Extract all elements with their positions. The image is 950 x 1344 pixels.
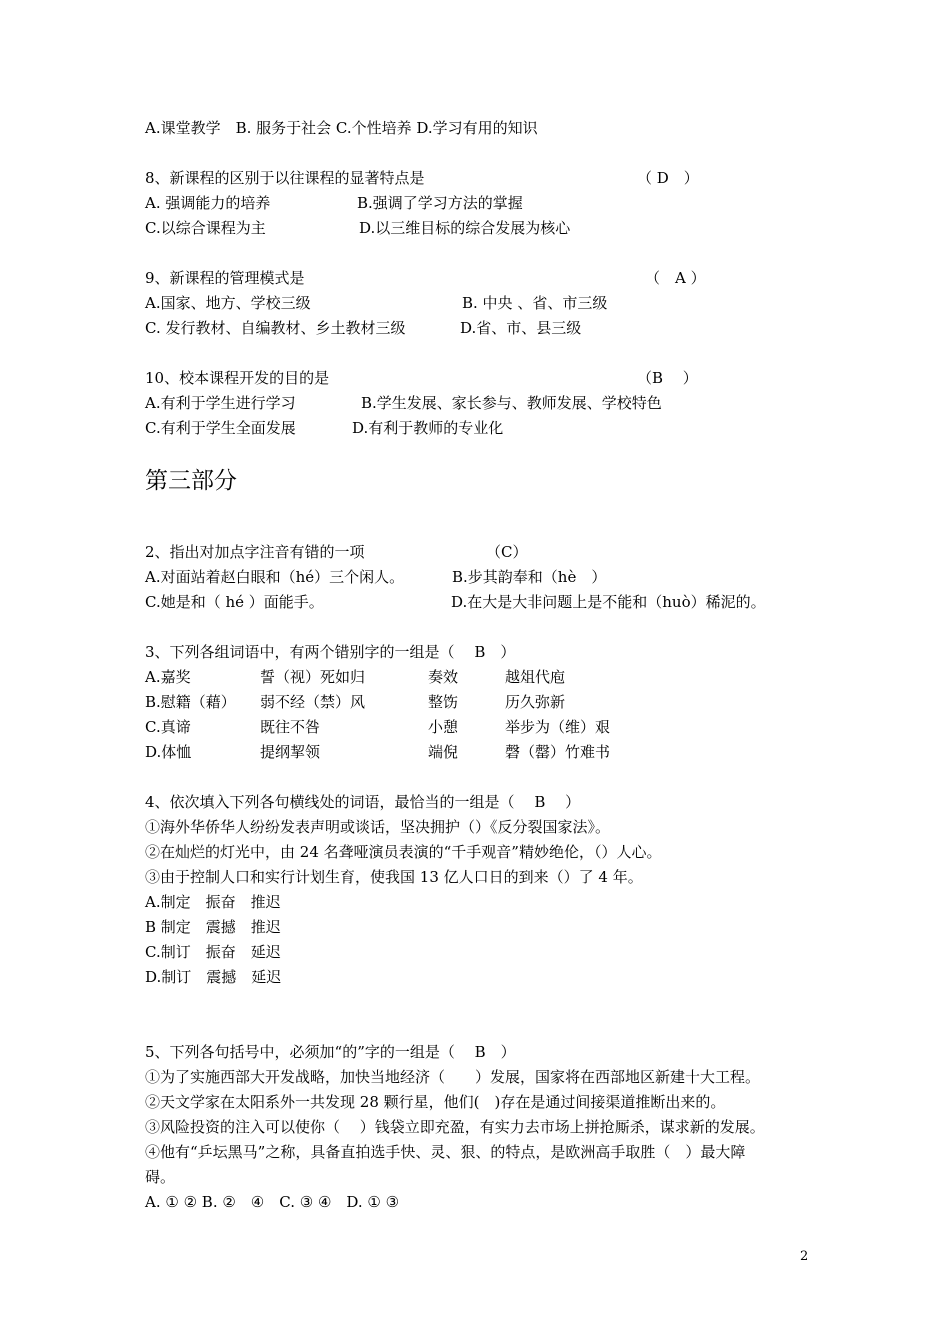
page-number: 2 xyxy=(800,1249,809,1264)
q9-option-b: B. 中央 、省、市三级 xyxy=(462,294,608,312)
p4-option-a: A.制定 振奋 推迟 xyxy=(145,893,281,911)
p3-row-d-word1: 提纲挈领 xyxy=(260,743,321,761)
p2-stem: 2、指出对加点字注音有错的一项 xyxy=(145,543,365,561)
p3-row-c-word3: 举步为（维）艰 xyxy=(505,718,611,736)
p4-sentence-1: ①海外华侨华人纷纷发表声明或谈话，坚决拥护（）《反分裂国家法》。 xyxy=(145,818,611,836)
p4-stem: 4、依次填入下列各句横线处的词语，最恰当的一组是（ B ） xyxy=(145,793,581,811)
p3-row-c-word2: 小憩 xyxy=(428,718,459,736)
p3-row-b-word1: 弱不经（禁）风 xyxy=(260,693,366,711)
p5-sentence-1: ①为了实施西部大开发战略，加快当地经济（ ）发展，国家将在西部地区新建十大工程。 xyxy=(145,1068,761,1086)
p3-row-a-word2: 奏效 xyxy=(428,668,459,686)
q9-answer: （ A ） xyxy=(645,269,706,287)
p3-row-d-label: D.体恤 xyxy=(145,743,192,761)
p3-row-b-word2: 整饬 xyxy=(428,693,459,711)
p5-sentence-3: ③风险投资的注入可以使你（ ）钱袋立即充盈，有实力去市场上拼抢厮杀，谋求新的发展。 xyxy=(145,1118,765,1136)
q9-option-d: D.省、市、县三级 xyxy=(460,319,582,337)
q8-answer: （ D ） xyxy=(637,169,699,187)
p3-row-b-label: B.慰籍（藉） xyxy=(145,693,236,711)
q8-option-d: D.以三维目标的综合发展为核心 xyxy=(359,219,571,237)
p5-options: A. ① ② B. ② ④ C. ③ ④ D. ① ③ xyxy=(145,1193,400,1211)
p2-answer: （C） xyxy=(486,543,528,561)
p4-option-c: C.制订 振奋 延迟 xyxy=(145,943,281,961)
p2-option-d: D.在大是大非问题上是不能和（huò）稀泥的。 xyxy=(451,593,766,611)
q8-stem: 8、新课程的区别于以往课程的显著特点是 xyxy=(145,169,425,187)
q9-option-c: C. 发行教材、自编教材、乡土教材三级 xyxy=(145,319,406,337)
p3-row-c-label: C.真谛 xyxy=(145,718,191,736)
q9-stem: 9、新课程的管理模式是 xyxy=(145,269,305,287)
q10-stem: 10、校本课程开发的目的是 xyxy=(145,369,330,387)
p3-row-b-word3: 历久弥新 xyxy=(505,693,566,711)
q8-option-b: B.强调了学习方法的掌握 xyxy=(357,194,523,212)
p5-sentence-2: ②天文学家在太阳系外一共发现 28 颗行星，他们( )存在是通过间接渠道推断出来的。 xyxy=(145,1093,726,1111)
p5-stem: 5、下列各句括号中，必须加“的”字的一组是（ B ） xyxy=(145,1043,516,1061)
q10-option-a: A.有利于学生进行学习 xyxy=(145,394,296,412)
q8-option-a: A. 强调能力的培养 xyxy=(145,194,271,212)
p4-sentence-2: ②在灿烂的灯光中，由 24 名聋哑演员表演的“千手观音”精妙绝伦，（）人心。 xyxy=(145,843,662,861)
p3-row-d-word3: 磬（罄）竹难书 xyxy=(505,743,611,761)
p4-option-d: D.制订 震撼 延迟 xyxy=(145,968,282,986)
q8-option-c: C.以综合课程为主 xyxy=(145,219,266,237)
p3-row-a-label: A.嘉奖 xyxy=(145,668,191,686)
q9-option-a: A.国家、地方、学校三级 xyxy=(145,294,311,312)
q10-option-b: B.学生发展、家长参与、教师发展、学校特色 xyxy=(361,394,662,412)
p2-option-a: A.对面站着赵白眼和（hé）三个闲人。 xyxy=(145,568,405,586)
p2-option-c: C.她是和（ hé ）面能手。 xyxy=(145,593,324,611)
p4-option-b: B 制定 震撼 推迟 xyxy=(145,918,281,936)
p3-row-c-word1: 既往不咎 xyxy=(260,718,321,736)
p5-sentence-4-continued: 碍。 xyxy=(145,1168,176,1186)
p2-option-b: B.步其韵奉和（hè ） xyxy=(452,568,607,586)
p3-row-a-word1: 誓（视）死如归 xyxy=(260,668,366,686)
q10-option-d: D.有利于教师的专业化 xyxy=(352,419,504,437)
q10-answer: （B ） xyxy=(637,369,698,387)
q10-option-c: C.有利于学生全面发展 xyxy=(145,419,296,437)
p5-sentence-4: ④他有“乒坛黑马”之称，具备直拍选手快、灵、狠、的特点，是欧洲高手取胜（ ）最大障 xyxy=(145,1143,746,1161)
p3-stem: 3、下列各组词语中，有两个错别字的一组是（ B ） xyxy=(145,643,516,661)
p3-row-d-word2: 端倪 xyxy=(428,743,459,761)
p3-row-a-word3: 越俎代庖 xyxy=(505,668,566,686)
p4-sentence-3: ③由于控制人口和实行计划生育，使我国 13 亿人口日的到来（）了 4 年。 xyxy=(145,868,643,886)
section-heading: 第三部分 xyxy=(145,468,237,494)
q7-options: A.课堂教学 B. 服务于社会 C.个性培养 D.学习有用的知识 xyxy=(145,119,538,137)
